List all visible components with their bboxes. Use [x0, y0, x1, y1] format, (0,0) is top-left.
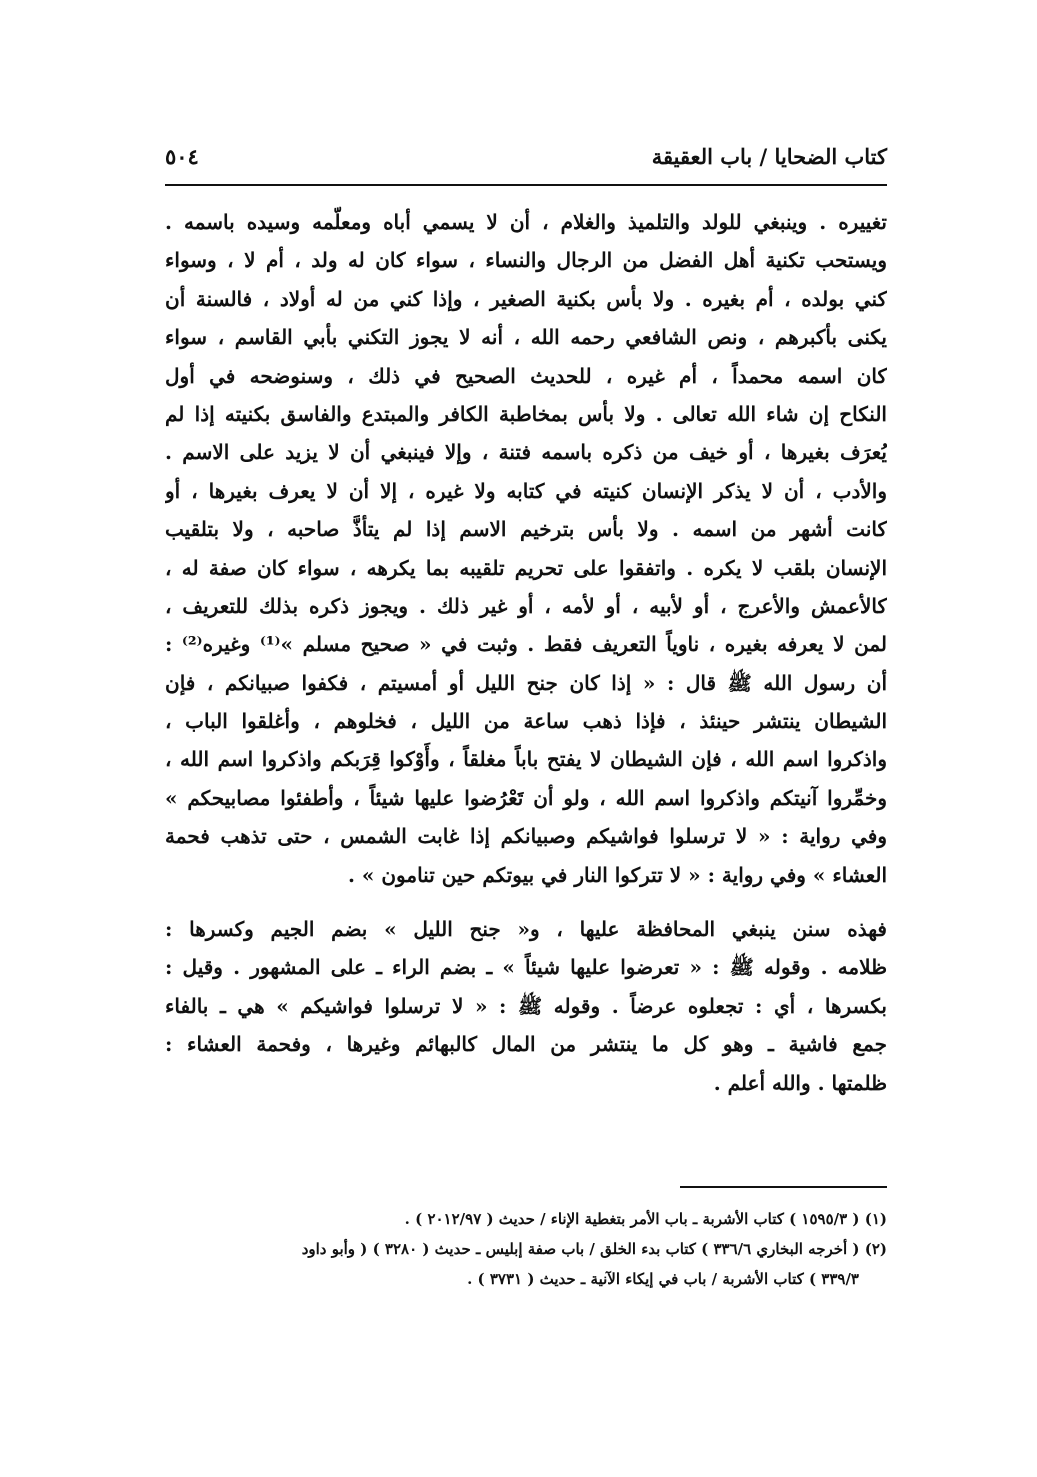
text-line: فهذه سنن ينبغي المحافظة عليها ، و« جنح الليل » بضم الجيم وكسرها :: [165, 917, 887, 942]
text-line: تغييره . وينبغي للولد والتلميذ والغلام ، أن لا يسمي أباه ومعلّمه وسيده باسمه .: [165, 210, 887, 234]
text-line: واذكروا اسم الله ، فإن الشيطان لا يفتح باباً مغلقاً ، وأَوْكوا قِرَبكم واذكروا اسم الله ،: [165, 747, 887, 772]
text-line: أن رسول الله ﷺ قال : « إذا كان جنح الليل أو أمسيتم ، فكفوا صبيانكم ، فإن: [165, 670, 887, 695]
text-line: جمع فاشية ـ وهو كل ما ينتشر من المال كالبهائم وغيرها ، وفحمة العشاء :: [165, 1032, 887, 1057]
text-line: يكنى بأكبرهم ، ونص الشافعي رحمه الله ، أنه لا يجوز التكني بأبي القاسم ، سواء: [165, 325, 887, 350]
paragraph-gap: [165, 894, 887, 910]
footnotes: [165, 1204, 887, 1294]
text-line: وفي رواية : « لا ترسلوا فواشيكم وصبيانكم إذا غابت الشمس ، حتى تذهب فحمة: [165, 824, 887, 849]
text-line: كالأعمش والأعرج ، أو لأبيه ، أو لأمه ، أو غير ذلك . ويجوز ذكره بذلك للتعريف ،: [165, 593, 887, 618]
text-line: كان اسمه محمداً ، أم غيره ، للحديث الصحيح في ذلك ، وسنوضحه في أول: [165, 363, 887, 388]
main-text: [165, 203, 887, 1102]
text-line: ظلمتها . والله أعلم .: [713, 1070, 887, 1095]
text-line: كانت أشهر من اسمه . ولا بأس بترخيم الاسم إذا لم يتأذَّ صاحبه ، ولا بتلقيب: [165, 517, 887, 542]
footnote-2: (٢) ( أخرجه البخاري ٣٣٦/٦ ) كتاب بدء الخلق / باب صفة إبليس ـ حديث ( ٣٢٨٠ ) ( وأبو داود: [301, 1240, 887, 1258]
text-line: لمن لا يعرفه بغيره ، ناوياً التعريف فقط . وثبت في « صحيح مسلم »⁽¹⁾ وغيره⁽²⁾ :: [165, 632, 887, 657]
header-divider: [165, 184, 887, 186]
footnote-divider: [680, 1186, 887, 1188]
text-line: يُعرَف بغيرها ، أو خيف من ذكره باسمه فتنة ، وإلا فينبغي أن لا يزيد على الاسم .: [165, 440, 887, 465]
text-line: وخمِّروا آنيتكم واذكروا اسم الله ، ولو أن تَعْرُضوا عليها شيئاً ، وأطفئوا مصابيحكم »: [165, 785, 887, 810]
text-line: بكسرها ، أي : تجعلوه عرضاً . وقوله ﷺ : « لا ترسلوا فواشيكم » هي ـ بالفاء: [165, 993, 887, 1018]
text-line: الإنسان بلقب لا يكره . واتفقوا على تحريم تلقيبه بما يكرهه ، سواء كان صفة له ،: [165, 555, 887, 580]
running-header: [165, 140, 887, 180]
footnote-1: (١) ( ١٥٩٥/٣ ) كتاب الأشربة ـ باب الأمر بتغطية الإناء / حديث ( ٢٠١٢/٩٧ ) .: [404, 1210, 887, 1228]
text-line: ظلامه . وقوله ﷺ : « تعرضوا عليها شيئاً » ـ بضم الراء ـ على المشهور . وقيل :: [165, 955, 887, 980]
footnote-2-continued: ٣٣٩/٣ ) كتاب الأشربة / باب في إيكاء الآنية ـ حديث ( ٣٧٣١ ) .: [467, 1270, 859, 1288]
text-line: النكاح إن شاء الله تعالى . ولا بأس بمخاطبة الكافر والمبتدع والفاسق بكنيته إذا لم: [165, 401, 887, 426]
chapter-title: كتاب الضحايا / باب العقيقة: [651, 144, 887, 169]
text-line: كني بولده ، أم بغيره . ولا بأس بكنية الصغير ، وإذا كني من له أولاد ، فالسنة أن: [165, 286, 887, 311]
text-line: العشاء » وفي رواية : « لا تتركوا النار في بيوتكم حين تنامون » .: [347, 862, 887, 887]
text-line: الشيطان ينتشر حينئذ ، فإذا ذهب ساعة من الليل ، فخلوهم ، وأغلقوا الباب ،: [165, 709, 887, 734]
text-line: والأدب ، أن لا يذكر الإنسان كنيته في كتابه ولا غيره ، إلا أن لا يعرف بغيرها ، أو: [165, 478, 887, 503]
text-line: ويستحب تكنية أهل الفضل من الرجال والنساء ، سواء كان له ولد ، أم لا ، وسواء: [165, 248, 887, 273]
page-number: ٥٠٤: [165, 144, 199, 169]
